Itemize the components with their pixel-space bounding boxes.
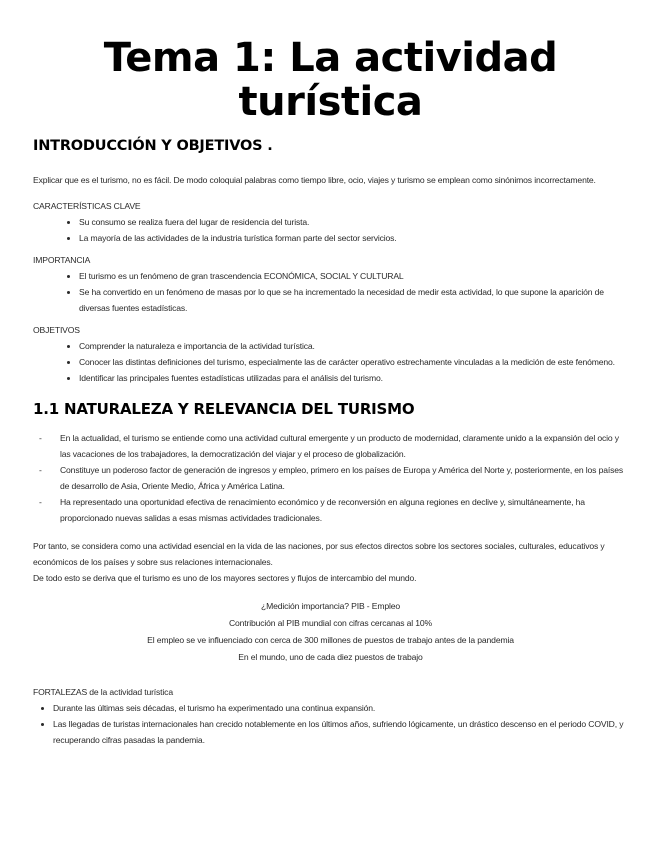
- importancia-list: [33, 268, 628, 316]
- caracteristicas-list: [33, 214, 628, 246]
- centered-line: Contribución al PIB mundial con cifras cercanas al 10%: [228, 618, 433, 628]
- paragraph: Por tanto, se considera como una actividad esencial en la vida de las naciones, por sus efectos directos sobre los sectores sociales, culturales, educativos y económicos de los países y sobre sus relaciones internacionales.: [33, 541, 605, 567]
- paragraph: De todo esto se deriva que el turismo es uno de los mayores sectores y flujos de intercambio del mundo.: [33, 573, 417, 583]
- centered-block: [33, 598, 628, 666]
- intro-paragraph: Explicar que es el turismo, no es fácil. De modo coloquial palabras como tiempo libre, ocio, viajes y turismo se emplean como sinónimos incorrectamente.: [33, 175, 596, 185]
- fortalezas-list: [33, 700, 628, 748]
- list-item: • Se ha convertido en un fenómeno de masas por lo que se ha incrementado la necesidad de medir esta actividad, lo que supone la aparición de diversas fuentes estadísticas.: [79, 284, 628, 316]
- objetivos-list: [33, 338, 628, 386]
- list-item: - Constituye un poderoso factor de generación de ingresos y empleo, primero en los países de Europa y América del Norte y, posteriormente, en los países de desarrollo de Asia, Oriente Medio, África y América Latina.: [60, 462, 628, 494]
- centered-line: El empleo se ve influenciado con cerca de 300 millones de puestos de trabajo antes de la pandemia: [147, 635, 514, 645]
- caracteristicas-label: CARACTERÍSTICAS CLAVE: [33, 201, 141, 211]
- title-line-1: Tema 1: La actividad: [103, 35, 558, 81]
- intro-heading: INTRODUCCIÓN Y OBJETIVOS .: [33, 138, 273, 154]
- list-item: • Las llegadas de turistas internacionales han crecido notablemente en los últimos años, sufriendo lógicamente, un drástico descenso en el periodo COVID, y recuperando cifras pasadas la pandemia.: [53, 716, 628, 748]
- fortalezas-label: FORTALEZAS de la actividad turística: [33, 687, 173, 697]
- list-item: • Conocer las distintas definiciones del turismo, especialmente las de carácter operativo estrechamente vinculadas a la medición de este fenómeno.: [79, 354, 628, 370]
- list-item: • Comprender la naturaleza e importancia de la actividad turística.: [79, 338, 628, 354]
- importancia-label: IMPORTANCIA: [33, 255, 91, 265]
- section-heading: 1.1 NATURALEZA Y RELEVANCIA DEL TURISMO: [33, 400, 415, 418]
- objetivos-label: OBJETIVOS: [33, 325, 80, 335]
- list-item: - Ha representado una oportunidad efectiva de renacimiento económico y de reconversión en alguna regiones en declive y, simultáneamente, ha proporcionado nuevas salidas a esas mismas actividades tradicionales.: [60, 494, 628, 526]
- centered-line: ¿Medición importancia? PIB - Empleo: [261, 601, 400, 611]
- list-item: • La mayoría de las actividades de la industria turística forman parte del sector servicios.: [79, 230, 628, 246]
- list-item: • Durante las últimas seis décadas, el turismo ha experimentado una continua expansión.: [53, 700, 628, 716]
- list-item: - En la actualidad, el turismo se entiende como una actividad cultural emergente y un producto de modernidad, claramente unido a la expansión del ocio y las vacaciones de los trabajadores, la democratización del viajar y el proceso de globalización.: [60, 430, 628, 462]
- naturaleza-list: [33, 430, 628, 526]
- document-title: [33, 36, 628, 124]
- list-item: • El turismo es un fenómeno de gran trascendencia ECONÓMICA, SOCIAL Y CULTURAL: [79, 268, 628, 284]
- list-item: • Su consumo se realiza fuera del lugar de residencia del turista.: [79, 214, 628, 230]
- centered-line: En el mundo, uno de cada diez puestos de trabajo: [238, 652, 423, 662]
- title-line-2: turística: [238, 79, 423, 125]
- list-item: • Identificar las principales fuentes estadísticas utilizadas para el análisis del turismo.: [79, 370, 628, 386]
